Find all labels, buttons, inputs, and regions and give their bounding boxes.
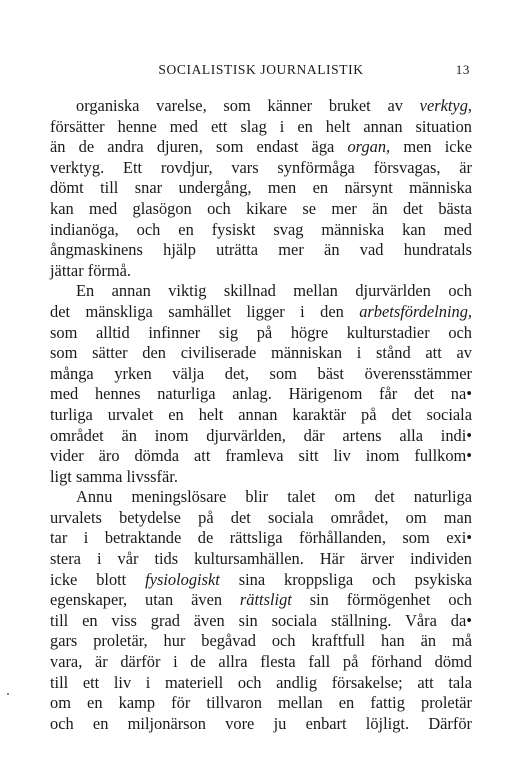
text-run: till ett liv i materiell och andlig försakelse; att tala [50,672,472,692]
text-run: området än inom djurvärlden, där artens alla indi• [50,425,472,445]
text-line [50,693,472,714]
italic-term: rättsligt [239,590,292,610]
text-run: gars proletär, hur begåvad och kraftfull han än må [50,631,472,651]
body-text [50,96,472,734]
text-line [50,117,472,138]
text-line [50,673,472,694]
text-run: försätter henne med ett slag i en helt annan situation [50,116,472,136]
text-run: många yrken välja det, som bäst överensstämmer [50,363,472,383]
text-run: till en viss grad även sin sociala ställning. Våra da• [50,610,472,630]
text-run: egenskaper, utan även [50,590,240,610]
text-line [50,178,472,199]
text-run: stera i vår tids kultursamhällen. Här ärver individen [50,549,472,569]
text-line [50,528,472,549]
text-line [50,384,472,405]
text-line [50,364,472,385]
italic-term: fysiologiskt [145,569,220,589]
text-run: än de andra djuren, som endast äga [50,137,348,157]
text-line [50,611,472,632]
text-run: sina kroppsliga och psykiska [219,569,473,589]
text-line [50,302,472,323]
text-run: indianöga, och en fysiskt svag människa kan med [50,219,472,239]
text-line [50,137,472,158]
text-run: verktyg. Ett rovdjur, vars synförmåga försvagas, är [50,157,472,177]
text-run: jättar förmå. [50,260,132,280]
text-run: dömt till snar undergång, men en närsynt människa [50,178,472,198]
text-line [50,281,472,302]
text-line [50,549,472,570]
text-run: som sätter den civiliserade människan i stånd att av [50,343,472,363]
text-run: men icke [390,137,473,157]
text-line [50,508,472,529]
paragraph [50,281,472,487]
text-run: Annu meningslösare blir talet om det naturliga [76,487,472,507]
margin-speck [7,693,9,695]
text-run: vara, är därför i de allra flesta fall på förhand dömd [50,652,472,672]
text-run: ligt samma livssfär. [50,466,178,486]
text-run: vider äro dömda att framleva sitt liv inom fullkom• [50,446,472,466]
text-line [50,714,472,735]
text-line [50,158,472,179]
italic-term: arbetsfördelning, [359,301,472,321]
paragraph [50,487,472,734]
text-run: det mänskliga samhället ligger i den [50,301,360,321]
text-run: organiska varelse, som känner bruket av [76,96,420,115]
text-line [50,261,472,282]
italic-term: verktyg, [419,96,472,115]
text-line [50,323,472,344]
text-run: En annan viktig skillnad mellan djurvärlden och [76,281,472,301]
text-run: urvalets betydelse på det sociala området, om man [50,507,472,527]
text-line [50,570,472,591]
text-line [50,240,472,261]
italic-term: organ, [347,137,391,157]
paragraph [50,96,472,281]
text-run: sin förmögenhet och [291,590,472,610]
text-line [50,446,472,467]
text-line [50,487,472,508]
text-line [50,343,472,364]
text-run: ångmaskinens hjälp uträtta mer än vad hundratals [50,240,472,260]
text-line [50,405,472,426]
text-run: om en kamp för tillvaron mellan en fattig proletär [50,693,472,713]
text-run: och en miljonärson vore ju enbart löjligt. Därför [50,713,472,733]
running-head [52,62,470,82]
page-number: 13 [455,62,470,77]
text-line [50,467,472,488]
text-line [50,652,472,673]
text-run: som alltid infinner sig på högre kulturstadier och [50,322,472,342]
text-line [50,199,472,220]
text-run: kan med glasögon och kikare se mer än det bästa [50,198,472,218]
text-run: turliga urvalet en helt annan karaktär på det sociala [50,404,472,424]
text-line [50,220,472,241]
text-line [50,426,472,447]
text-line [50,96,472,117]
text-line [50,590,472,611]
text-run: tar i betraktande de rättsliga förhållanden, som exi• [50,528,472,548]
text-run: med hennes naturliga anlag. Härigenom får det na• [50,384,472,404]
text-line [50,631,472,652]
text-run: icke blott [50,569,146,589]
running-title: SOCIALISTISK JOURNALISTIK [158,62,364,77]
